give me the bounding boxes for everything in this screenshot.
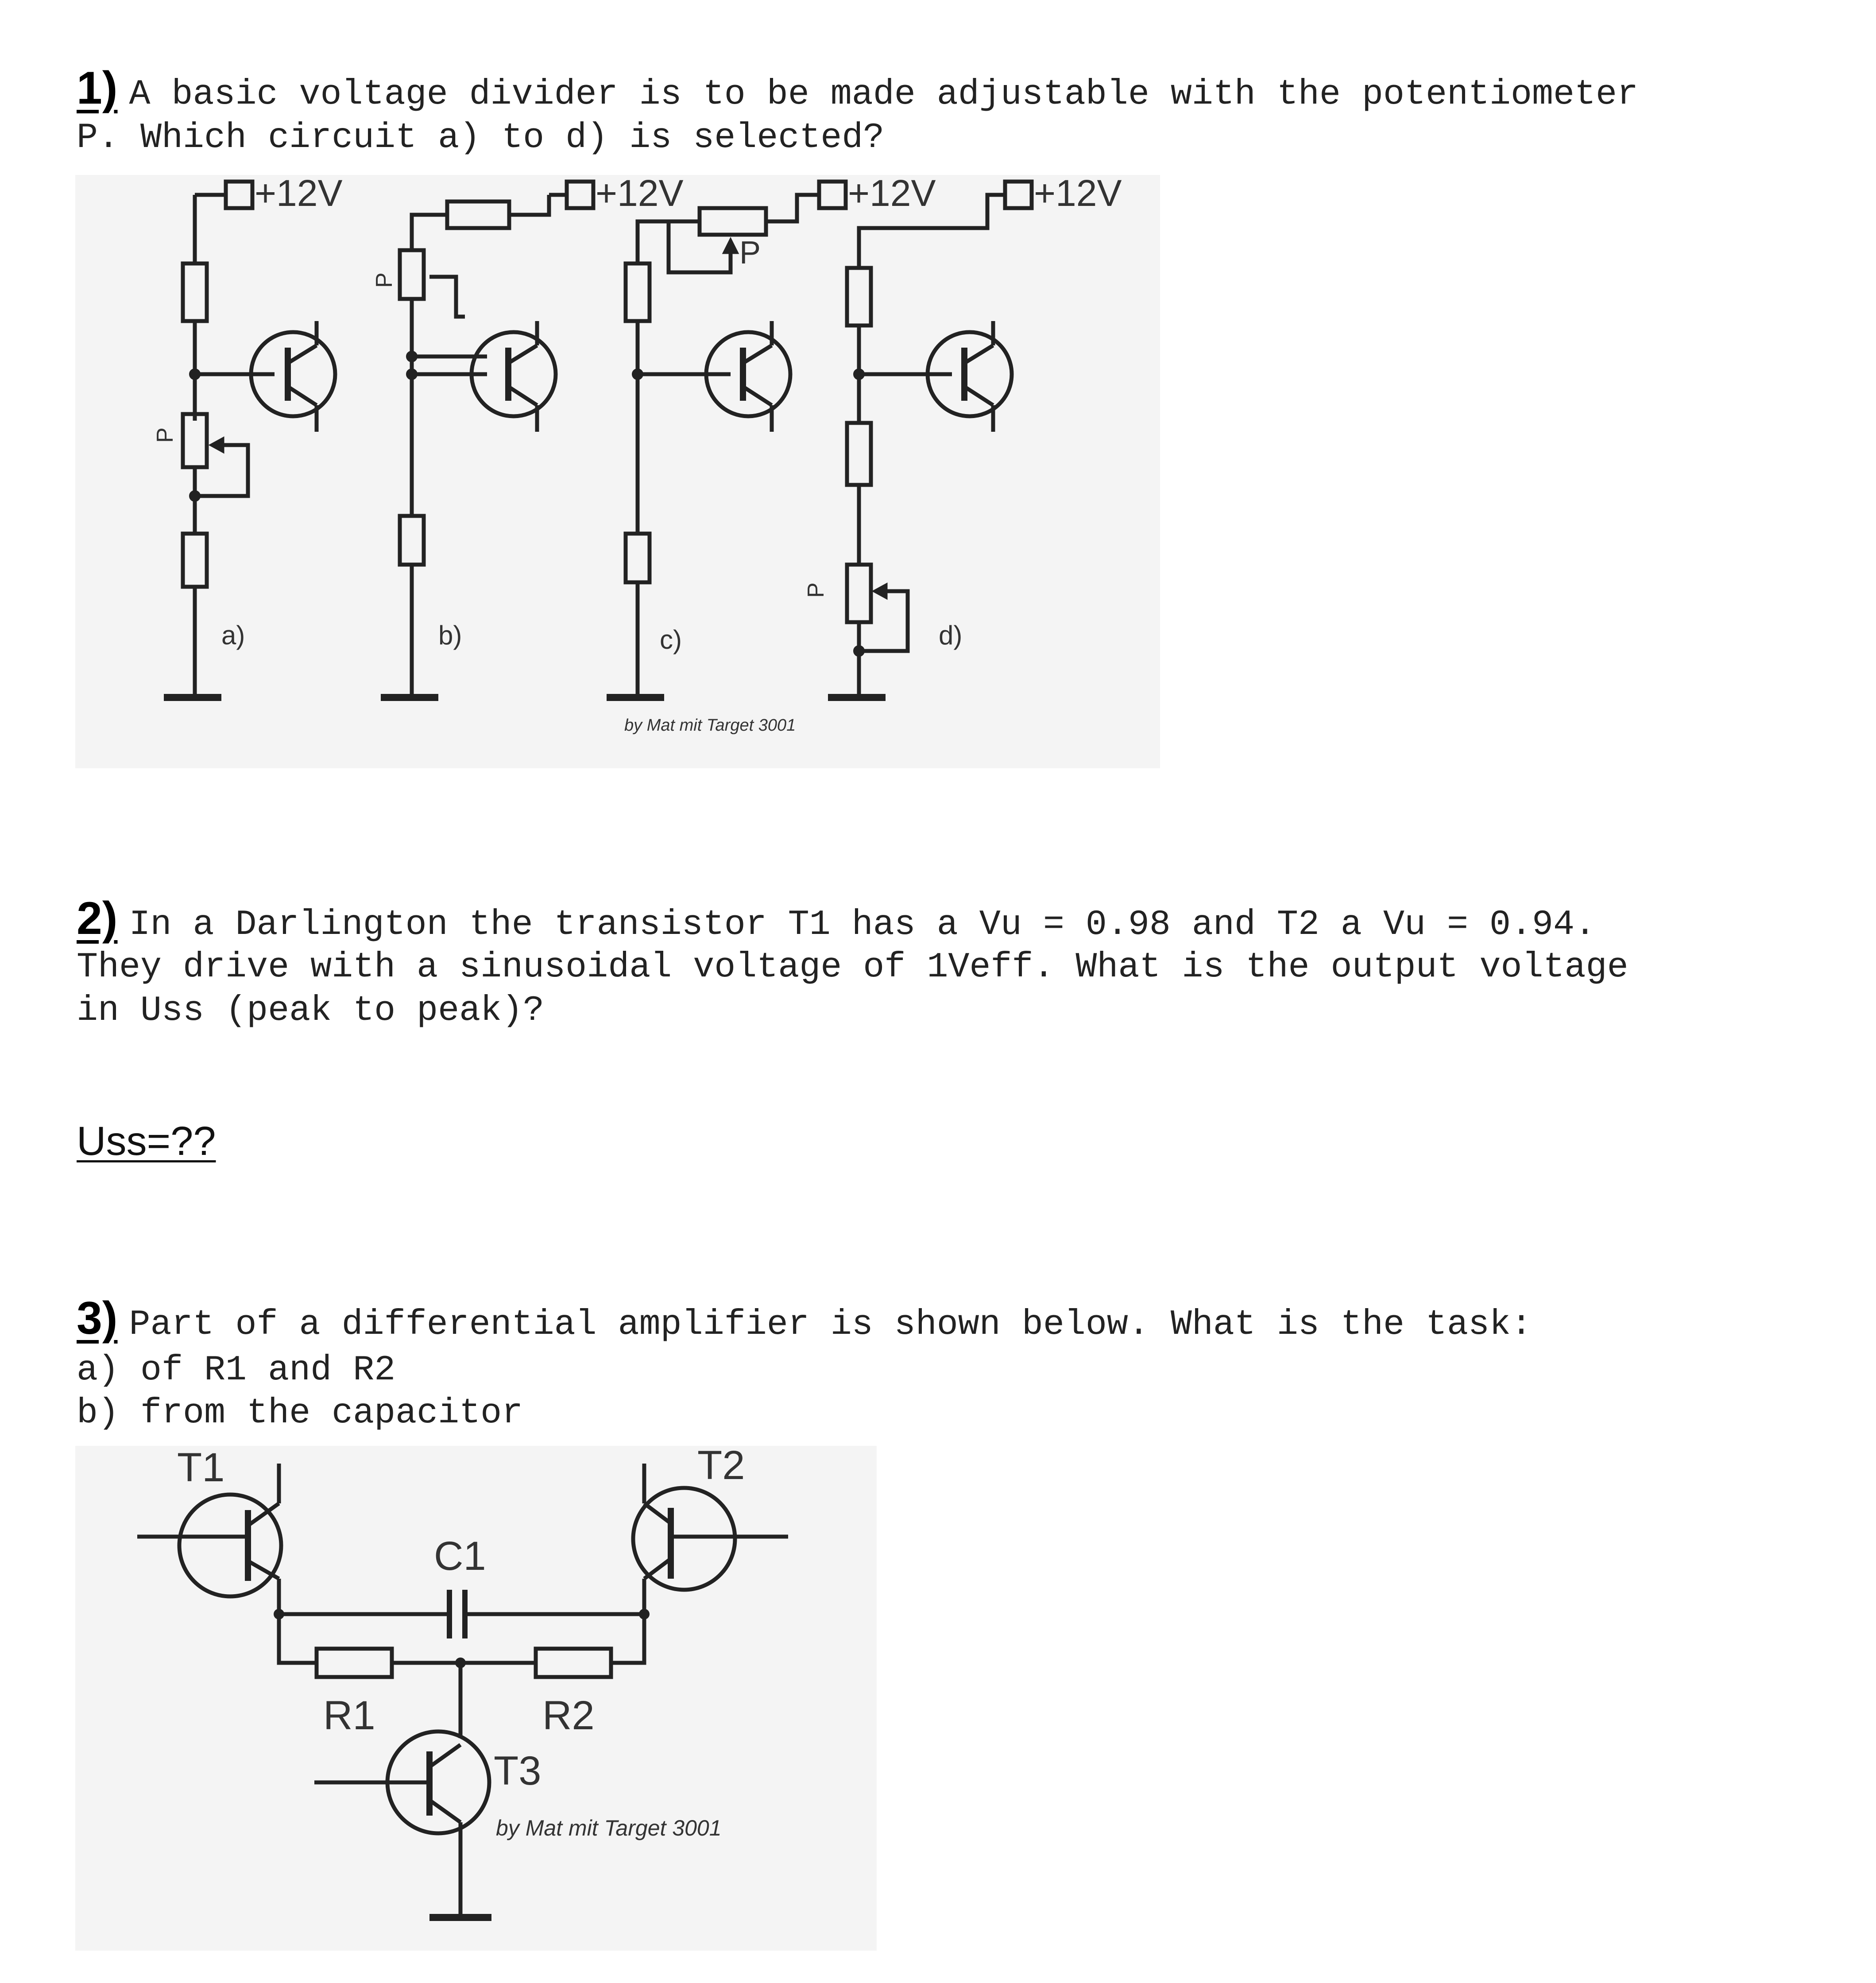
label-t3: T3 <box>494 1748 542 1793</box>
resistor-r2 <box>536 1649 611 1677</box>
q2-number: 2) <box>77 893 118 944</box>
circuit-label-c: c) <box>660 625 682 655</box>
q3-number: 3) <box>77 1293 118 1344</box>
capacitor-c1 <box>279 1590 644 1638</box>
supply-label-d: +12V <box>1034 175 1122 214</box>
q1-heading <box>77 62 1638 115</box>
label-r2: R2 <box>542 1693 595 1738</box>
circuit-label-a: a) <box>221 620 245 650</box>
q1-text-line1: A basic voltage divider is to be made adjustable with the potentiometer <box>129 74 1639 115</box>
q1-number: 1) <box>77 62 118 114</box>
circuit-b <box>381 182 593 697</box>
circuit-label-b: b) <box>438 620 462 650</box>
q2-heading <box>77 892 1596 945</box>
q2-text-line2: They drive with a sinusoidal voltage of 1Veff. What is the output voltage <box>77 947 1628 988</box>
q3-text-line2: a) of R1 and R2 <box>77 1350 396 1390</box>
label-t1: T1 <box>177 1446 225 1490</box>
supply-label-b: +12V <box>596 175 684 214</box>
q2-answer-placeholder: Uss=?? <box>77 1119 216 1164</box>
q1-figure-circuits <box>75 175 1160 768</box>
q2-text-line3: in Uss (peak to peak)? <box>77 991 545 1031</box>
q3-text-line1: Part of a differential amplifier is shown below. What is the task: <box>129 1305 1532 1345</box>
q3-heading <box>77 1292 1532 1345</box>
supply-label-c: +12V <box>848 175 936 214</box>
q3-figure-differential-amplifier <box>75 1446 877 1951</box>
pot-label-a: P <box>152 427 178 443</box>
label-r1: R1 <box>323 1693 375 1738</box>
pot-label-d: P <box>803 582 829 598</box>
figure-credit-2: by Mat mit Target 3001 <box>496 1816 722 1840</box>
pot-label-b: P <box>371 272 397 288</box>
circuit-label-d: d) <box>939 620 963 650</box>
circuit-d <box>828 182 1032 697</box>
resistor-r1 <box>317 1649 392 1677</box>
supply-label-a: +12V <box>255 175 343 214</box>
q2-text-line1: In a Darlington the transistor T1 has a Vu = 0.98 and T2 a Vu = 0.94. <box>129 905 1596 945</box>
pot-label-c: P <box>739 235 761 271</box>
label-t2: T2 <box>697 1446 745 1488</box>
figure-credit-1: by Mat mit Target 3001 <box>624 716 796 735</box>
q3-text-line3: b) from the capacitor <box>77 1393 523 1433</box>
q1-text-line2: P. Which circuit a) to d) is selected? <box>77 118 885 158</box>
label-c1: C1 <box>434 1534 486 1579</box>
circuit-a <box>164 182 335 697</box>
circuit-c <box>607 182 846 697</box>
